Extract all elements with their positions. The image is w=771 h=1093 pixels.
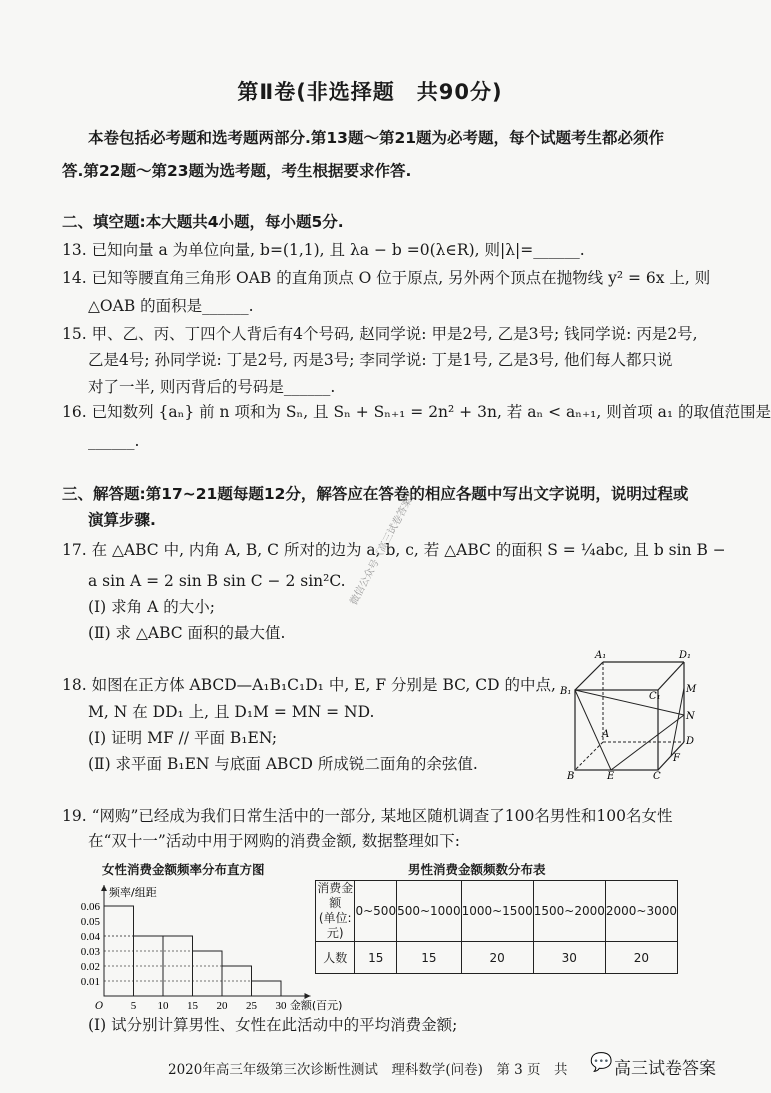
section-answer-heading-2: 演算步骤. xyxy=(88,511,156,529)
question-18-line-1: 18. 如图在正方体 ABCD—A₁B₁C₁D₁ 中, E, F 分别是 BC, CD 的中点, xyxy=(62,676,556,694)
table-header-label xyxy=(316,881,355,942)
table-count-3: 20 xyxy=(461,942,533,974)
question-17-part-1: (Ⅰ) 求角 A 的大小; xyxy=(88,598,215,616)
question-15-line-1: 15. 甲、乙、丙、丁四个人背后有4个号码, 赵同学说: 甲是2号, 乙是3号; 钱同学说: 丙是2号, xyxy=(62,325,698,343)
section-answer-heading-1: 三、解答题:第17~21题每题12分，解答应在答卷的相应各题中写出文字说明，说明过程或 xyxy=(62,485,689,503)
cube-figure xyxy=(555,645,695,785)
hist-x-tick-30: 30 xyxy=(275,1000,287,1012)
hist-x-tick-5: 5 xyxy=(130,1000,137,1012)
hist-x-label: 金额(百元) xyxy=(289,999,343,1012)
question-18-line-2: M, N 在 DD₁ 上, 且 D₁M = MN = ND. xyxy=(88,703,375,721)
hist-x-tick-10: 10 xyxy=(157,1000,169,1012)
hist-x-tick-20: 20 xyxy=(216,1000,228,1012)
table-range-3: 1000~1500 xyxy=(461,881,533,942)
table-count-2: 15 xyxy=(397,942,462,974)
intro-line-2: 答.第22题～第23题为选考题，考生根据要求作答. xyxy=(62,162,412,180)
table-header-label-line-1: 消费金额 xyxy=(317,881,354,910)
cube-label-d: D xyxy=(686,736,695,747)
table-row-label: 人数 xyxy=(316,942,355,974)
hist-bar-15-20 xyxy=(193,951,223,996)
question-18-part-1: (Ⅰ) 证明 MF // 平面 B₁EN; xyxy=(88,729,278,747)
chat-bubble-icon: 💬 xyxy=(590,1052,613,1073)
table-range-5: 2000~3000 xyxy=(605,881,677,942)
intro-line-1: 本卷包括必考题和选考题两部分.第13题～第21题为必考题，每个试题考生都必须作 xyxy=(88,129,665,147)
table-count-4: 30 xyxy=(533,942,605,974)
table-count-1: 15 xyxy=(355,942,397,974)
question-19-part-1: (Ⅰ) 试分别计算男性、女性在此活动中的平均消费金额; xyxy=(88,1016,458,1034)
question-16-line-1: 16. 已知数列 {aₙ} 前 n 项和为 Sₙ, 且 Sₙ + Sₙ₊₁ = 2n² + 3n, 若 aₙ < aₙ₊₁, 则首项 a₁ 的取值范围是 xyxy=(62,403,771,421)
hist-y-tick-0.03: 0.03 xyxy=(80,946,100,958)
table-range-4: 1500~2000 xyxy=(533,881,605,942)
cube-label-c: C xyxy=(653,771,661,782)
male-spending-table xyxy=(315,880,678,974)
question-15-line-3: 对了一半, 则丙背后的号码是______. xyxy=(88,378,336,396)
hist-y-tick-0.01: 0.01 xyxy=(80,976,100,988)
hist-origin-label: O xyxy=(95,1001,104,1012)
cube-label-a: A xyxy=(602,729,610,740)
histogram-title: 女性消费金额频率分布直方图 xyxy=(102,862,265,877)
cube-label-d1: D₁ xyxy=(679,650,692,661)
question-17-line-2: a sin A = 2 sin B sin C − 2 sin²C. xyxy=(88,572,346,590)
page-title: 第Ⅱ卷(非选择题 共90分) xyxy=(237,80,503,104)
hist-y-tick-0.04: 0.04 xyxy=(80,931,100,943)
question-18-part-2: (Ⅱ) 求平面 B₁EN 与底面 ABCD 所成锐二面角的余弦值. xyxy=(88,755,478,773)
hist-y-tick-0.05: 0.05 xyxy=(80,916,100,928)
cube-label-n: N xyxy=(686,711,695,722)
watermark: 微信公众号《高三试卷答案》 xyxy=(348,487,420,608)
question-17-part-2: (Ⅱ) 求 △ABC 面积的最大值. xyxy=(88,624,286,642)
hist-y-tick-0.02: 0.02 xyxy=(80,961,100,973)
cube-label-b: B xyxy=(567,771,575,782)
question-13: 13. 已知向量 a 为单位向量, b=(1,1), 且 λa − b =0(λ∈R), 则|λ|=______. xyxy=(62,241,585,259)
question-15-line-2: 乙是4号; 孙同学说: 丁是2号, 丙是3号; 李同学说: 丁是1号, 乙是3号, 他们每人都只说 xyxy=(88,351,673,369)
question-19-line-1: 19. “网购”已经成为我们日常生活中的一部分, 某地区随机调查了100名男性和100名女性 xyxy=(62,807,673,825)
cube-label-e: E xyxy=(607,771,615,782)
cube-label-m: M xyxy=(686,684,697,695)
brand-watermark: 高三试卷答案 xyxy=(614,1059,716,1079)
hist-y-arrow xyxy=(101,885,107,891)
question-19-line-2: 在“双十一”活动中用于网购的消费金额, 数据整理如下: xyxy=(88,832,460,850)
question-14-line-2: △OAB 的面积是______. xyxy=(88,297,254,315)
question-17-line-1: 17. 在 △ABC 中, 内角 A, B, C 所对的边为 a, b, c, 若 △ABC 的面积 S = ¼abc, 且 b sin B − xyxy=(62,541,726,559)
section-fill-blank-heading: 二、填空题:本大题共4小题，每小题5分. xyxy=(62,213,344,231)
table-range-2: 500~1000 xyxy=(397,881,462,942)
table-range-1: 0~500 xyxy=(355,881,397,942)
question-16-line-2: ______. xyxy=(88,432,140,450)
cube-label-c1: C₁ xyxy=(649,691,661,702)
cube-label-f: F xyxy=(673,753,680,764)
hist-bar-25-30 xyxy=(252,981,282,996)
page-footer: 2020年高三年级第三次诊断性测试 理科数学(问卷) 第 3 页 共 xyxy=(168,1062,568,1078)
hist-x-tick-15: 15 xyxy=(187,1000,198,1012)
male-table-title: 男性消费金额频数分布表 xyxy=(408,862,546,877)
table-count-5: 20 xyxy=(605,942,677,974)
table-header-label-line-2: (单位:元) xyxy=(318,911,352,940)
hist-y-label: 频率/组距 xyxy=(109,886,157,899)
cube-label-a1: A₁ xyxy=(595,650,607,661)
question-14-line-1: 14. 已知等腰直角三角形 OAB 的直角顶点 O 位于原点, 另外两个顶点在抛物线 y² = 6x 上, 则 xyxy=(62,269,711,287)
hist-x-tick-25: 25 xyxy=(246,1000,257,1012)
hist-y-tick-0.06: 0.06 xyxy=(80,901,100,913)
cube-label-b1: B₁ xyxy=(560,686,572,697)
